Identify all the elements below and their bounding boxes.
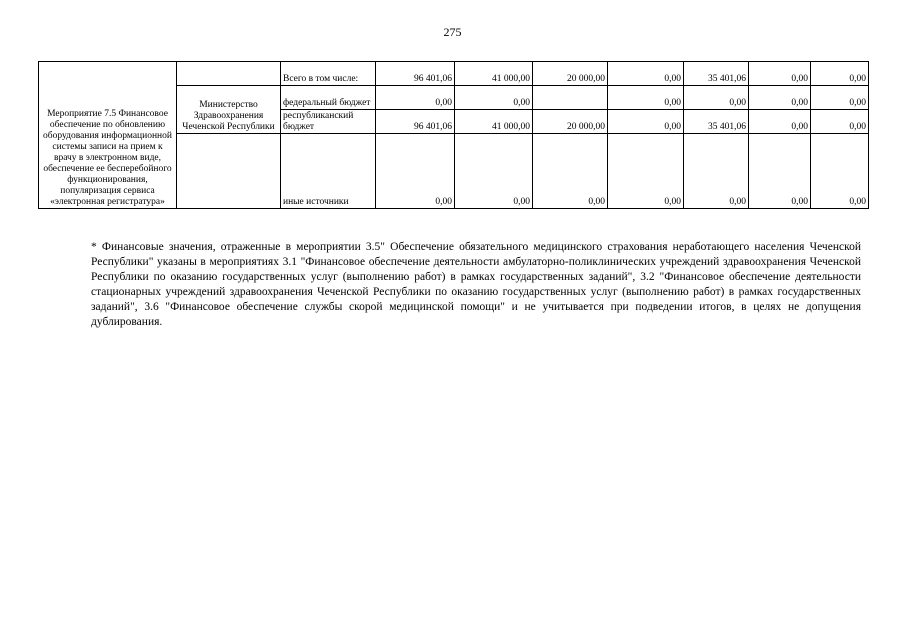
value-cell: 0,00 [455,134,533,209]
source-cell: иные источники [281,134,376,209]
financing-table [38,61,869,209]
value-cell: 41 000,00 [455,62,533,86]
value-cell: 96 401,06 [376,62,455,86]
source-cell: Всего в том числе: [281,62,376,86]
value-cell: 0,00 [811,110,869,134]
value-cell: 0,00 [684,86,749,110]
value-cell: 0,00 [811,134,869,209]
value-cell: 0,00 [749,134,811,209]
value-cell: 0,00 [684,134,749,209]
value-cell: 0,00 [749,62,811,86]
value-cell: 0,00 [608,110,684,134]
value-cell: 20 000,00 [533,110,608,134]
executor-cell-empty [177,134,281,209]
value-cell: 35 401,06 [684,110,749,134]
value-cell: 0,00 [608,86,684,110]
source-cell: республиканский бюджет [281,110,376,134]
table-row [39,62,869,86]
value-cell: 0,00 [608,134,684,209]
value-cell: 0,00 [811,62,869,86]
value-cell: 0,00 [376,86,455,110]
page-number: 275 [443,25,462,39]
footnote: * Финансовые значения, отраженные в мероприятии 3.5" Обеспечение обязательного медицинского страхования неработающего населения Чеченской Республики" указаны в мероприятиях 3.1 "Финансовое обеспечение деятельности амбулаторно-поликлинических учреждений здравоохранения Чеченской Республики по оказанию государственных услуг (выполнению работ) в рамках государственных заданий", 3.2 "Финансовое обеспечение деятельности стационарных учреждений здравоохранения Чеченской Республики по оказанию государственных услуг (выполнению работ) в рамках государственных заданий", 3.6 "Финансовое обеспечение службы скорой медицинской помощи" и не учитывается при подведении итогов, в целях не допущения дублирования. [91,241,861,328]
value-cell: 0,00 [376,134,455,209]
value-cell: 0,00 [749,110,811,134]
executor-cell: Министерство Здравоохранения Чеченской Республики [177,86,281,134]
value-cell: 0,00 [749,86,811,110]
value-cell [533,86,608,110]
activity-cell: Мероприятие 7.5 Финансовое обеспечение по обновлению оборудования информационной системы записи на прием к врачу в электронном виде, обеспечение ее бесперебойного функционирования, популяризация сервиса «электронная регистратура» [39,62,177,209]
value-cell: 0,00 [608,62,684,86]
value-cell: 0,00 [455,86,533,110]
value-cell: 20 000,00 [533,62,608,86]
value-cell: 96 401,06 [376,110,455,134]
value-cell: 41 000,00 [455,110,533,134]
executor-cell-empty [177,62,281,86]
value-cell: 0,00 [533,134,608,209]
value-cell: 35 401,06 [684,62,749,86]
value-cell: 0,00 [811,86,869,110]
source-cell: федеральный бюджет [281,86,376,110]
